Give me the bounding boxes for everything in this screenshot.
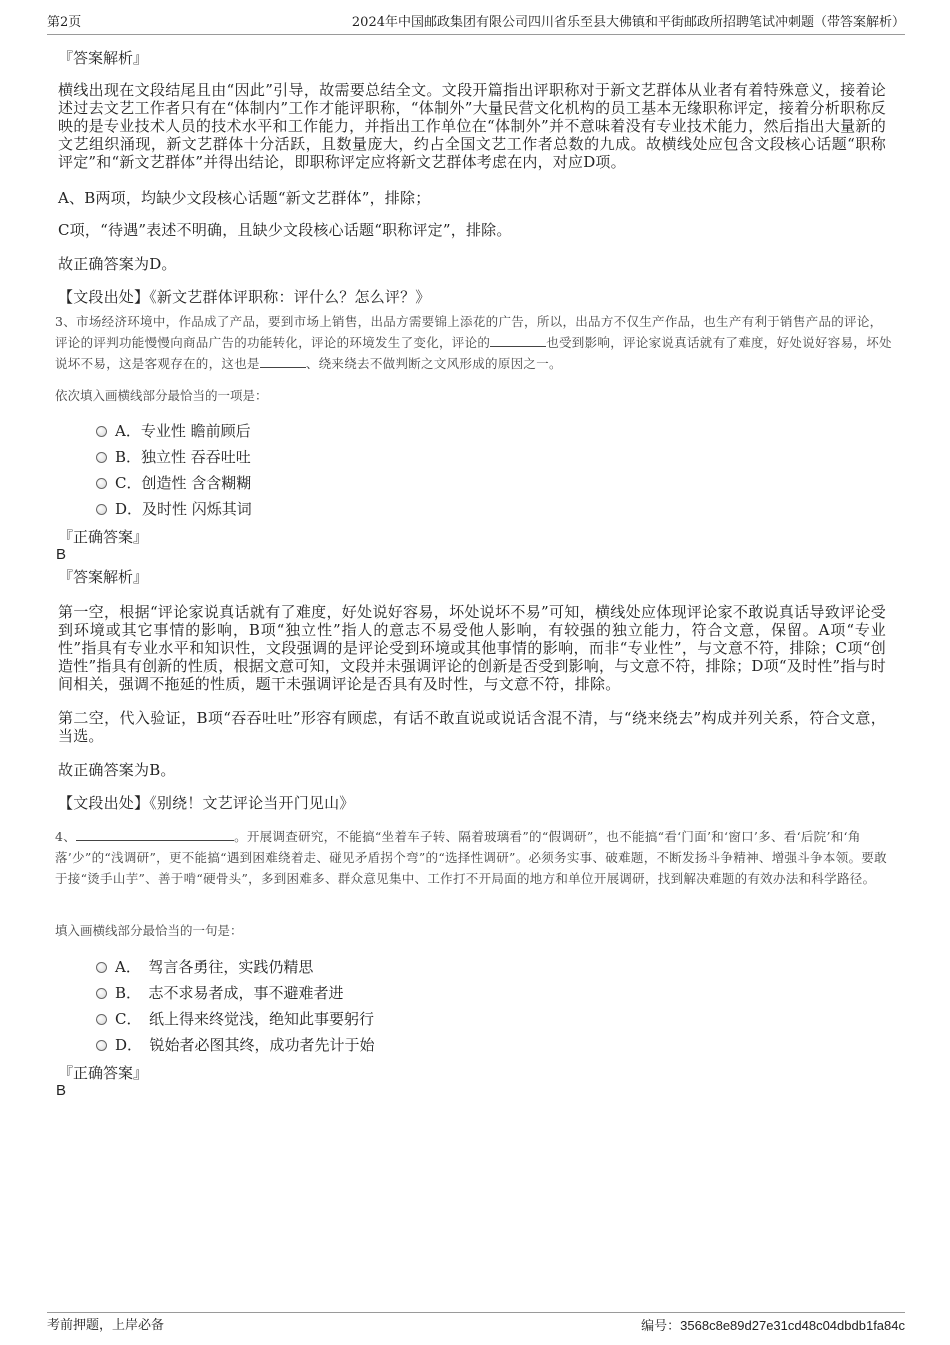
analysis-label: 『答案解析』 <box>58 568 149 586</box>
radio-button[interactable] <box>96 478 107 489</box>
correct-answer-label: 『正确答案』 <box>58 528 149 546</box>
option-c[interactable]: C． 纸上得来终觉浅，绝知此事要躬行 <box>96 1009 374 1029</box>
correct-answer-label: 『正确答案』 <box>58 1064 149 1082</box>
question-3-text: 3、市场经济环境中，作品成了产品，要到市场上销售，出品方需要锦上添花的广告，所以，出品方不仅生产作品，也生产有利于销售产品的评论，评论的评判功能慢慢向商品广告的功能转化，评论的环境发生了变化，评论的 也受到影响，评论家说真话就有了难度，好处说好容易，坏处说坏不易，这是客观存在的，这也是 、绕来绕去不做判断之文风形成的原因之一。 <box>55 314 892 371</box>
answer-statement: 故正确答案为D。 <box>58 255 177 273</box>
analysis-paragraph: C项，“待遇”表述不明确，且缺少文段核心话题“职称评定”，排除。 <box>58 221 512 239</box>
radio-button[interactable] <box>96 1014 107 1025</box>
fill-blank <box>260 355 306 368</box>
option-c[interactable]: C．创造性 含含糊糊 <box>96 473 251 493</box>
option-b[interactable]: B．独立性 吞吞吐吐 <box>96 447 251 467</box>
source-citation: 【文段出处】《新文艺群体评职称：评什么？怎么评？》 <box>58 288 431 306</box>
source-citation: 【文段出处】《别绕！文艺评论当开门见山》 <box>58 794 355 812</box>
option-b[interactable]: B． 志不求易者成，事不避难者进 <box>96 983 344 1003</box>
analysis-paragraph: 第一空，根据“评论家说真话就有了难度，好处说好容易，坏处说坏不易”可知，横线处应体现评论家不敢说真话导致评论受到环境或其它事情的影响，B项“独立性”指人的意志不易受他人影响，有较强的独立能力，符合文意，保留。A项“专业性”指具有专业水平和知识性，文段强调的是评论受到环境或其他事情的影响，而非“专业性”，与文意不符，排除；C项“创造性”指具有创新的性质，根据文意可知，文段并未强调评论的创新是否受到影响，与文意不符，排除；D项“及时性”指与时间相关，强调不拖延的性质，题干未强调评论是否具有及时性，与文意不符，排除。 <box>58 603 886 693</box>
correct-answer: B <box>56 546 67 563</box>
page-footer <box>47 1312 905 1333</box>
radio-button[interactable] <box>96 962 107 973</box>
option-d[interactable]: D．及时性 闪烁其词 <box>96 499 252 519</box>
fill-blank <box>76 828 234 841</box>
correct-answer: B <box>56 1082 67 1099</box>
option-d[interactable]: D． 锐始者必图其终，成功者先计于始 <box>96 1035 375 1055</box>
analysis-label: 『答案解析』 <box>58 49 149 67</box>
question-stem: 依次填入画横线部分最恰当的一项是： <box>55 388 268 403</box>
fill-blank <box>490 334 546 347</box>
question-4-text: 4、 。开展调查研究，不能搞“坐着车子转、隔着玻璃看”的“假调研”，也不能搞“看‘门面’和‘窗口’多、看‘后院’和‘角落’少”的“浅调研”，更不能搞“遇到困难绕着走、碰见矛盾拐个弯”的“选择性调研”。必须务实事、破难题，不断发扬斗争精神、增强斗争本领。要敢于接“烫手山芋”、善于啃“硬骨头”，多到困难多、群众意见集中、工作打不开局面的地方和单位开展调研，找到解决难题的有效办法和科学路径。 <box>55 829 887 886</box>
footer-slogan: 考前押题，上岸必备 <box>47 1318 165 1333</box>
document-title: 2024年中国邮政集团有限公司四川省乐至县大佛镇和平街邮政所招聘笔试冲刺题（带答案解析） <box>351 15 905 30</box>
radio-button[interactable] <box>96 504 107 515</box>
document-id: 编号：3568c8e89d27e31cd48c04dbdb1fa84c <box>641 1318 905 1333</box>
question-stem: 填入画横线部分最恰当的一句是： <box>55 923 243 938</box>
page-header <box>47 14 905 35</box>
option-a[interactable]: A． 驾言各勇往，实践仍精思 <box>96 957 313 977</box>
radio-button[interactable] <box>96 452 107 463</box>
page-number: 第2页 <box>47 15 82 30</box>
analysis-paragraph: A、B两项，均缺少文段核心话题“新文艺群体”，排除； <box>58 189 431 207</box>
radio-button[interactable] <box>96 426 107 437</box>
analysis-paragraph: 横线出现在文段结尾且由“因此”引导，故需要总结全文。文段开篇指出评职称对于新文艺群体从业者有着特殊意义，接着论述过去文艺工作者只有在“体制内”工作才能评职称，“体制外”大量民营文化机构的员工基本无缘职称评定，接着分析职称反映的是专业技术人员的技术水平和工作能力，并指出工作单位在“体制外”并不意味着没有专业技术能力，然后指出大量新的文艺组织涌现，新文艺群体十分活跃，且数量庞大，约占全国文艺工作者总数的九成。故横线处应包含文段核心话题“职称评定”和“新文艺群体”并得出结论，即职称评定应将新文艺群体考虑在内，对应D项。 <box>58 81 886 171</box>
answer-statement: 故正确答案为B。 <box>58 761 176 779</box>
radio-button[interactable] <box>96 1040 107 1051</box>
radio-button[interactable] <box>96 988 107 999</box>
option-a[interactable]: A．专业性 瞻前顾后 <box>96 421 251 441</box>
analysis-paragraph: 第二空，代入验证，B项“吞吞吐吐”形容有顾虑，有话不敢直说或说话含混不清，与“绕来绕去”构成并列关系，符合文意，当选。 <box>58 709 886 745</box>
